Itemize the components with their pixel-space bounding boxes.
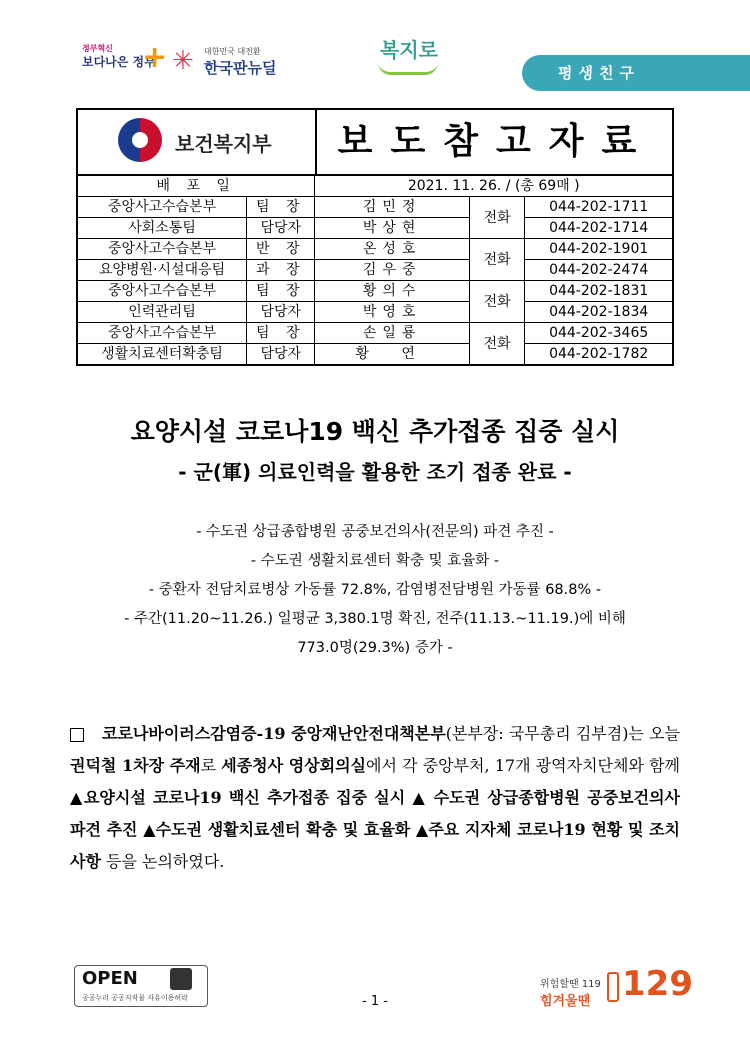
body-paren: (본부장: 국무총리 김부겸): [445, 724, 629, 743]
body-bold-1: 코로나바이러스감염증-19 중앙재난안전대책본부: [102, 724, 446, 743]
table-row: [77, 323, 673, 344]
phone-label: 전화: [469, 323, 524, 366]
role: 과 장: [247, 260, 315, 281]
newdeal-big-text: 한국판뉴딜: [204, 59, 277, 77]
help-big-text: 힘겨울땐: [540, 994, 591, 1009]
dept-line-2: 사회소통팀: [77, 218, 247, 239]
name: 온성호: [315, 239, 469, 260]
table-row: [77, 281, 673, 302]
korean-new-deal-logo: [172, 44, 312, 82]
body-bold-5: 세종청사 영상회의실: [221, 756, 366, 775]
dept-line-2: 요양병원·시설대응팀: [77, 260, 247, 281]
name: 김민정: [315, 197, 469, 218]
name: 황 연: [315, 344, 469, 366]
summary-line: - 수도권 생활치료센터 확충 및 효율화 -: [250, 553, 500, 569]
name: 박상현: [315, 218, 469, 239]
gov-innovation-logo: [82, 40, 168, 80]
table-row: [77, 260, 673, 281]
sub-title: - 군(軍) 의료인력을 활용한 조기 접종 완료 -: [178, 460, 572, 484]
body-text-4: 로: [200, 756, 222, 775]
helpline-number: 129: [622, 964, 693, 1004]
doc-type-title: 보도참고자료: [337, 120, 655, 162]
body-text-6: 에서 각 중앙부처, 17개 광역자치단체와 함께: [366, 756, 680, 775]
summary-bullets: [40, 518, 710, 663]
summary-line: - 주간(11.20~11.26.) 일평균 3,380.1명 확진, 전주(11.13.~11.19.)에 비해: [124, 611, 626, 627]
distribution-label: 배 포 일: [77, 175, 315, 197]
phone-number: 044-202-1714: [525, 218, 673, 239]
bokjiro-logo: 복지로: [380, 38, 438, 62]
table-row: [77, 302, 673, 323]
attribution-person-icon: [170, 968, 192, 990]
main-title: 요양시설 코로나19 백신 추가접종 집중 실시: [130, 417, 620, 446]
name: 박영호: [315, 302, 469, 323]
phone-number: 044-202-1901: [525, 239, 673, 260]
phone-number: 044-202-2474: [525, 260, 673, 281]
phone-number: 044-202-1711: [525, 197, 673, 218]
role: 팀 장: [247, 323, 315, 344]
phone-number: 044-202-1782: [525, 344, 673, 366]
lifelong-friend-ribbon: 평생친구: [522, 55, 750, 91]
gov-logo-big-text: 보다나은 정부: [82, 55, 156, 69]
role: 팀 장: [247, 281, 315, 302]
name: 손일룡: [315, 323, 469, 344]
body-text-8: 등을 논의하였다.: [100, 852, 225, 871]
summary-line: - 중환자 전담치료병상 가동률 72.8%, 감염병전담병원 가동률 68.8% -: [148, 582, 602, 598]
open-caption: 공공누리 공공저작물 자유이용허락: [82, 994, 188, 1002]
phone-number: 044-202-1834: [525, 302, 673, 323]
checkbox-square-icon: [70, 728, 84, 742]
phone-icon: [607, 972, 619, 1002]
body-paragraph: [70, 718, 680, 878]
table-row: [77, 218, 673, 239]
gov-logo-small-text: 정부혁신: [82, 44, 113, 53]
name: 황의수: [315, 281, 469, 302]
body-bold-3: 권덕철 1차장 주재: [70, 756, 201, 775]
phone-label: 전화: [469, 239, 524, 281]
open-word: OPEN: [82, 968, 138, 989]
newdeal-small-text: 대한민국 대전환: [204, 47, 261, 56]
phone-number: 044-202-3465: [525, 323, 673, 344]
dept-line-1: 중앙사고수습본부: [77, 197, 247, 218]
header-divider: [315, 108, 317, 174]
ministry-name: 보건복지부: [175, 132, 272, 156]
role: 담당자: [247, 344, 315, 366]
contact-table: [76, 174, 674, 366]
bokjiro-logo-arc: [378, 62, 438, 75]
plus-icon: +: [142, 40, 168, 75]
phone-label: 전화: [469, 281, 524, 323]
phone-number: 044-202-1831: [525, 281, 673, 302]
table-row: [77, 239, 673, 260]
body-text-2: 는 오늘: [628, 724, 680, 743]
name: 김우중: [315, 260, 469, 281]
role: 반 장: [247, 239, 315, 260]
phone-label: 전화: [469, 197, 524, 239]
role: 팀 장: [247, 197, 315, 218]
help-small-text: 위험할땐 119: [540, 979, 601, 990]
table-row: [77, 197, 673, 218]
distribution-row: [77, 175, 673, 197]
taegeuk-emblem-icon: [118, 118, 162, 162]
summary-line: 773.0명(29.3%) 증가 -: [297, 640, 453, 656]
dept-line-2: 생활치료센터확충팀: [77, 344, 247, 366]
body-bold-7: ▲요양시설 코로나19 백신 추가접종 집중 실시 ▲ 수도권 상급종합병원 공중보건의사 파견 추진 ▲수도권 생활치료센터 확충 및 효율화 ▲주요 지자체 코로나19 현황 및 조치사항: [70, 788, 680, 871]
dept-line-1: 중앙사고수습본부: [77, 281, 247, 302]
page-number: - 1 -: [362, 994, 388, 1009]
star-icon: ✳: [172, 46, 194, 76]
role: 담당자: [247, 218, 315, 239]
dept-line-1: 중앙사고수습본부: [77, 239, 247, 260]
role: 담당자: [247, 302, 315, 323]
summary-line: - 수도권 상급종합병원 공중보건의사(전문의) 파견 추진 -: [196, 524, 554, 540]
dept-line-1: 중앙사고수습본부: [77, 323, 247, 344]
table-row: [77, 344, 673, 366]
distribution-value: 2021. 11. 26. / (총 69매 ): [315, 175, 673, 197]
dept-line-2: 인력관리팀: [77, 302, 247, 323]
